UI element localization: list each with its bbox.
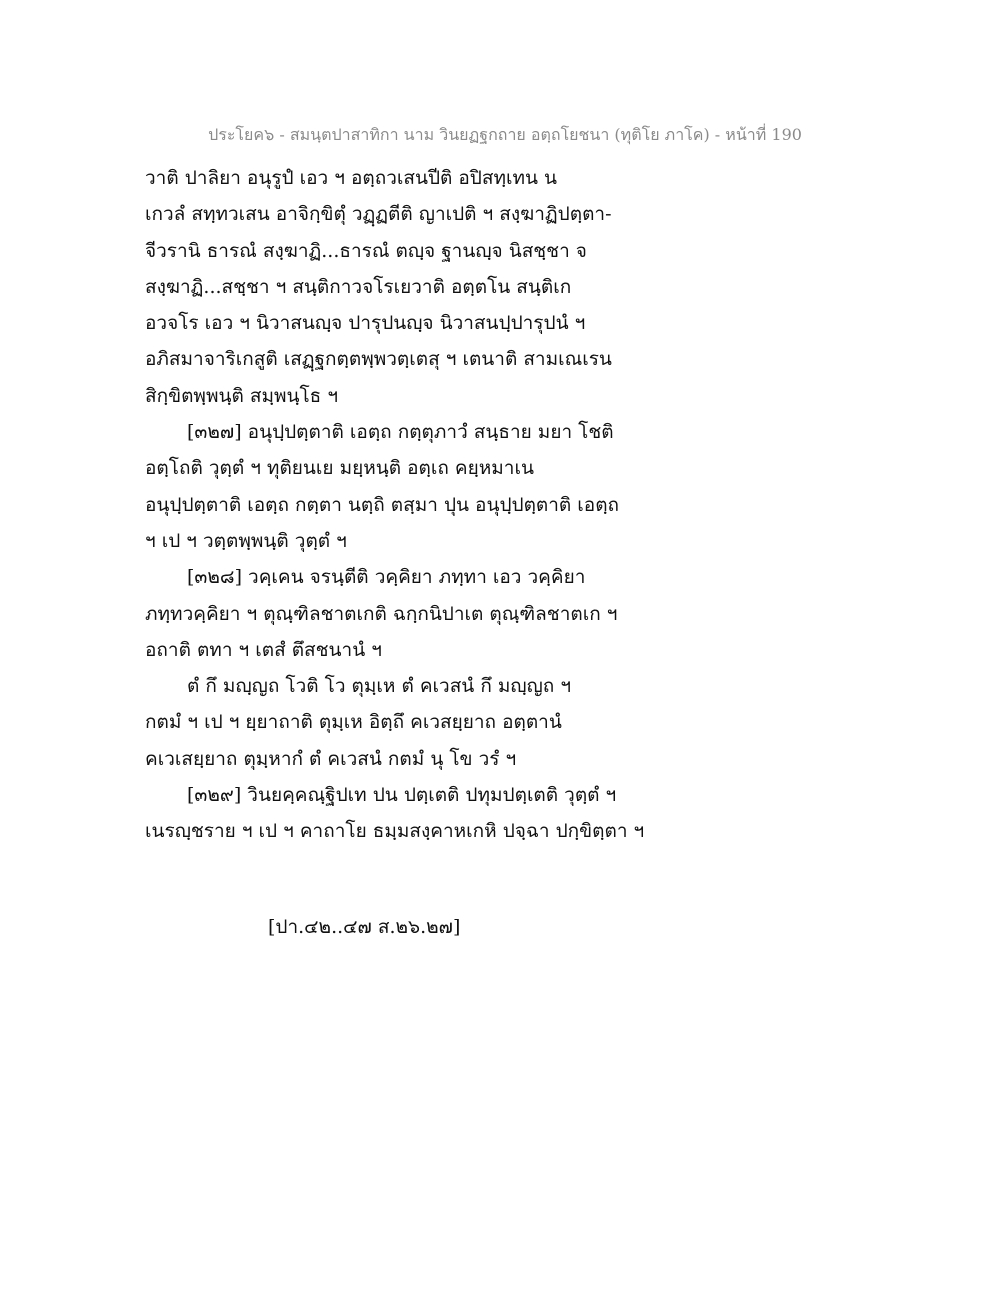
text-line: สงฺฆาฏิ...สชฺชา ฯ สนฺติกาวจโรเยวาติ อตฺตโน สนฺติเก [145,275,572,298]
text-line: อตฺโถติ วุตฺตํ ฯ ทุติยนเย มยฺหนฺติ อตฺเถ คยฺหมาเน [145,457,534,480]
paragraph-328-first-line: [๓๒๘] วคฺเคน จรนฺตีติ วคฺคิยา ภทฺทา เอว วคฺคิยา [187,566,586,589]
text-line: อถาติ ตทา ฯ เตสํ ตึสชนานํ ฯ [145,638,382,661]
paragraph-329-first-line: [๓๒๙] วินยคฺคณฺฐิปเท ปน ปตฺเตติ ปทุมปตฺเตติ วุตฺตํ ฯ [187,784,617,807]
text-line: จีวรานิ ธารณํ สงฺฆาฏิ...ธารณํ ตญฺจ ฐานญฺจ นิสชฺชา จ [145,239,587,262]
source-reference: [ปา.๔๒..๔๗ ส.๒๖.๒๗] [268,916,461,938]
paragraph-first-line: ตํ กึ มญฺญถ โวติ โว ตุมฺเห ตํ คเวสนํ กึ มญฺญถ ฯ [187,675,571,698]
text-line: เกวลํ สทฺทวเสน อาจิกฺขิตุํ วฏฺฏตีติ ญาเปติ ฯ สงฺฆาฏิปตฺตา- [145,203,612,226]
text-line: อนุปฺปตฺตาติ เอตฺถ กตฺตา นตฺถิ ตสฺมา ปุน อนุปฺปตฺตาติ เอตฺถ [145,493,620,516]
text-line: วาติ ปาลิยา อนุรูปํ เอว ฯ อตฺถวเสนปีติ อปิสทฺเทน น [145,167,558,189]
body-text [145,160,865,850]
text-line: สิกฺขิตพฺพนฺติ สมฺพนฺโธ ฯ [145,384,338,407]
text-line: กตมํ ฯ เป ฯ ยฺยาถาติ ตุมฺเห อิตฺถึ คเวสยฺยาถ อตฺตานํ [145,711,562,734]
paragraph-327-first-line: [๓๒๗] อนุปฺปตฺตาติ เอตฺถ กตฺตุภาวํ สนฺธาย มยา โชติ [187,421,614,444]
page-header: ประโยค๖ - สมนฺตปาสาทิกา นาม วินยฏฐกถาย อตฺถโยชนา (ทุติโย ภาโค) - หน้าที่ 190 [208,125,802,144]
text-line: ภทฺทวคฺคิยา ฯ ตุณฺฑิลชาตเกติ ฉกฺกนิปาเต ตุณฺฑิลชาตเก ฯ [145,602,618,625]
text-line: เนรญฺชราย ฯ เป ฯ คาถาโย ธมฺมสงฺคาหเกหิ ปจฺฉา ปกฺขิตฺตา ฯ [145,820,645,843]
text-line: อวจโร เอว ฯ นิวาสนญฺจ ปารุปนญฺจ นิวาสนปฺปารุปนํ ฯ [145,312,586,335]
text-line: คเวเสยฺยาถ ตุมฺหากํ ตํ คเวสนํ กตมํ นุ โข วรํ ฯ [145,747,517,770]
text-line: อภิสมาจาริเกสูติ เสฏฺฐกตฺตพฺพวตฺเตสุ ฯ เตนาติ สามเณเรน [145,348,612,371]
text-line: ฯ เป ฯ วตฺตพฺพนฺติ วุตฺตํ ฯ [145,529,347,552]
